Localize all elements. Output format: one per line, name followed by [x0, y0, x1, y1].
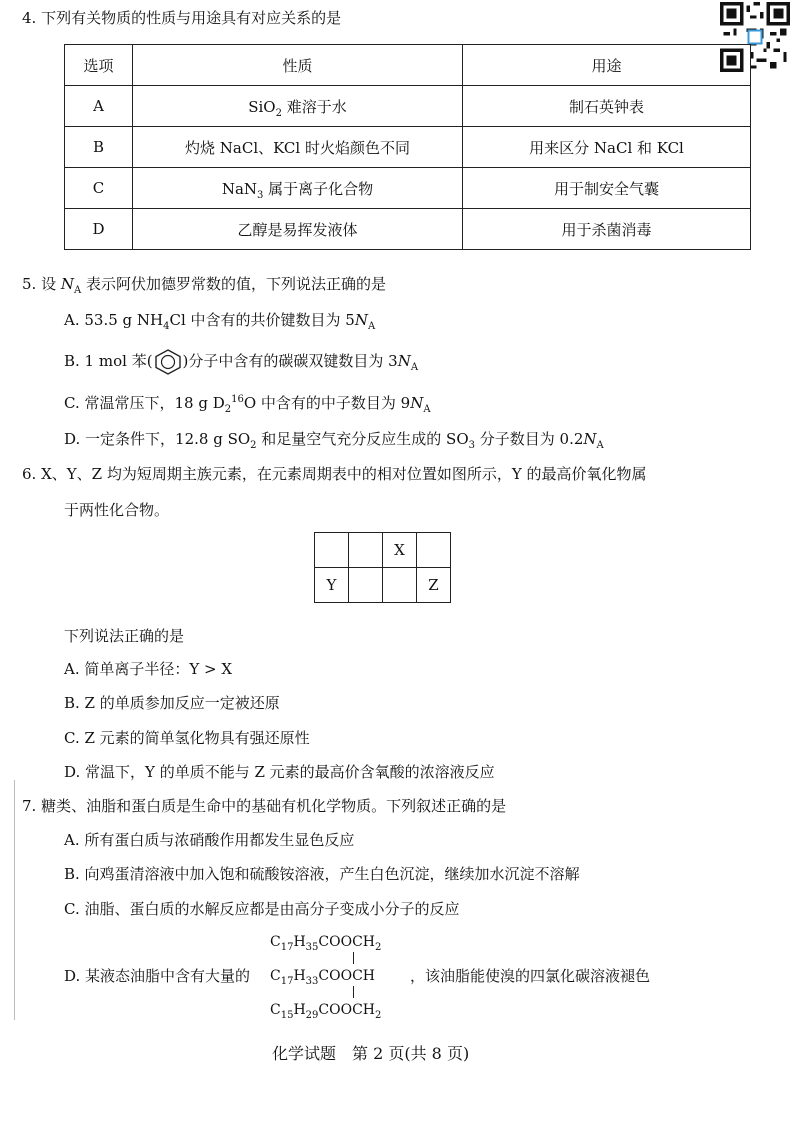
property-cell: SiO$_2$ 难溶于水 — [133, 86, 463, 127]
table-row — [65, 209, 751, 250]
page-footer: 化学试题 第 2 页(共 8 页) — [272, 1044, 470, 1063]
table-header-row — [65, 45, 751, 86]
q7-option-b: B. 向鸡蛋清溶液中加入饱和硫酸铵溶液，产生白色沉淀，继续加水沉淀不溶解 — [64, 865, 580, 883]
q4-table — [64, 44, 751, 250]
q6-option-a: A. 简单离子半径：Y > X — [64, 660, 233, 678]
grid-cell — [315, 533, 349, 568]
option-cell: C — [65, 168, 133, 209]
q5-option-b: B. 1 mol 苯( )分子中含有的碳碳双键数目为 $3N_A$ — [64, 349, 418, 375]
header-use: 用途 — [463, 45, 751, 86]
header-property: 性质 — [133, 45, 463, 86]
formula-line-2: $C_{17}H_{33}COOCH$ — [270, 968, 375, 987]
property-cell: 乙醇是易挥发液体 — [133, 209, 463, 250]
grid-row — [315, 533, 451, 568]
formula-line-1: $C_{17}H_{35}COOCH_2$ — [270, 934, 382, 953]
q6-stem-line1: 6. X、Y、Z 均为短周期主族元素，在元素周期表中的相对位置如图所示，Y 的最高价氧化物属 — [22, 465, 647, 483]
q5-option-a: A. 53.5 g $NH_4Cl$ 中含有的共价键数目为 $5N_A$ — [64, 311, 376, 332]
q6-option-d: D. 常温下，Y 的单质不能与 Z 元素的最高价含氧酸的浓溶液反应 — [64, 763, 495, 781]
grid-cell — [417, 533, 451, 568]
q4-stem: 4. 下列有关物质的性质与用途具有对应关系的是 — [22, 9, 342, 27]
q7-option-c: C. 油脂、蛋白质的水解反应都是由高分子变成小分子的反应 — [64, 900, 460, 918]
q5-option-d: D. 一定条件下，12.8 g $SO_2$ 和足量空气充分反应生成的 $SO_3$ 分子数目为 $0.2N_A$ — [64, 430, 604, 451]
grid-cell-y: Y — [315, 568, 349, 603]
q7-option-d: D. 某液态油脂中含有大量的 ，该油脂能使溴的四氯化碳溶液褪色 — [64, 967, 651, 985]
formula-line-3: $C_{15}H_{29}COOCH_2$ — [270, 1002, 382, 1021]
grid-cell — [349, 568, 383, 603]
benzene-ring-icon — [153, 349, 183, 375]
q5-option-c: C. 常温常压下，18 g $D_2^{16}O$ 中含有的中子数目为 $9N_A$ — [64, 394, 431, 415]
grid-row — [315, 568, 451, 603]
grid-cell-x: X — [383, 533, 417, 568]
periodic-table-fragment — [314, 532, 451, 603]
scan-margin-line — [14, 780, 15, 1020]
q5-stem: 5. 设 $N_A$ 表示阿伏加德罗常数的值，下列说法正确的是 — [22, 275, 386, 296]
option-cell: D — [65, 209, 133, 250]
use-cell: 用于制安全气囊 — [463, 168, 751, 209]
q7-stem: 7. 糖类、油脂和蛋白质是生命中的基础有机化学物质。下列叙述正确的是 — [22, 797, 507, 815]
header-option: 选项 — [65, 45, 133, 86]
q6-prompt: 下列说法正确的是 — [64, 627, 185, 645]
use-cell: 用来区分 NaCl 和 KCl — [463, 127, 751, 168]
table-row — [65, 168, 751, 209]
grid-cell — [349, 533, 383, 568]
q7-option-a: A. 所有蛋白质与浓硝酸作用都发生显色反应 — [64, 831, 355, 849]
table-row — [65, 86, 751, 127]
q6-option-c: C. Z 元素的简单氢化物具有强还原性 — [64, 729, 310, 747]
use-cell: 制石英钟表 — [463, 86, 751, 127]
q6-option-b: B. Z 的单质参加反应一定被还原 — [64, 694, 280, 712]
bond-line-upper — [353, 952, 354, 964]
property-cell: NaN$_3$ 属于离子化合物 — [133, 168, 463, 209]
option-cell: A — [65, 86, 133, 127]
use-cell: 用于杀菌消毒 — [463, 209, 751, 250]
bond-line-lower — [353, 986, 354, 998]
grid-cell-z: Z — [417, 568, 451, 603]
q6-stem-line2: 于两性化合物。 — [64, 501, 170, 519]
table-row — [65, 127, 751, 168]
property-cell: 灼烧 NaCl、KCl 时火焰颜色不同 — [133, 127, 463, 168]
option-cell: B — [65, 127, 133, 168]
grid-cell — [383, 568, 417, 603]
